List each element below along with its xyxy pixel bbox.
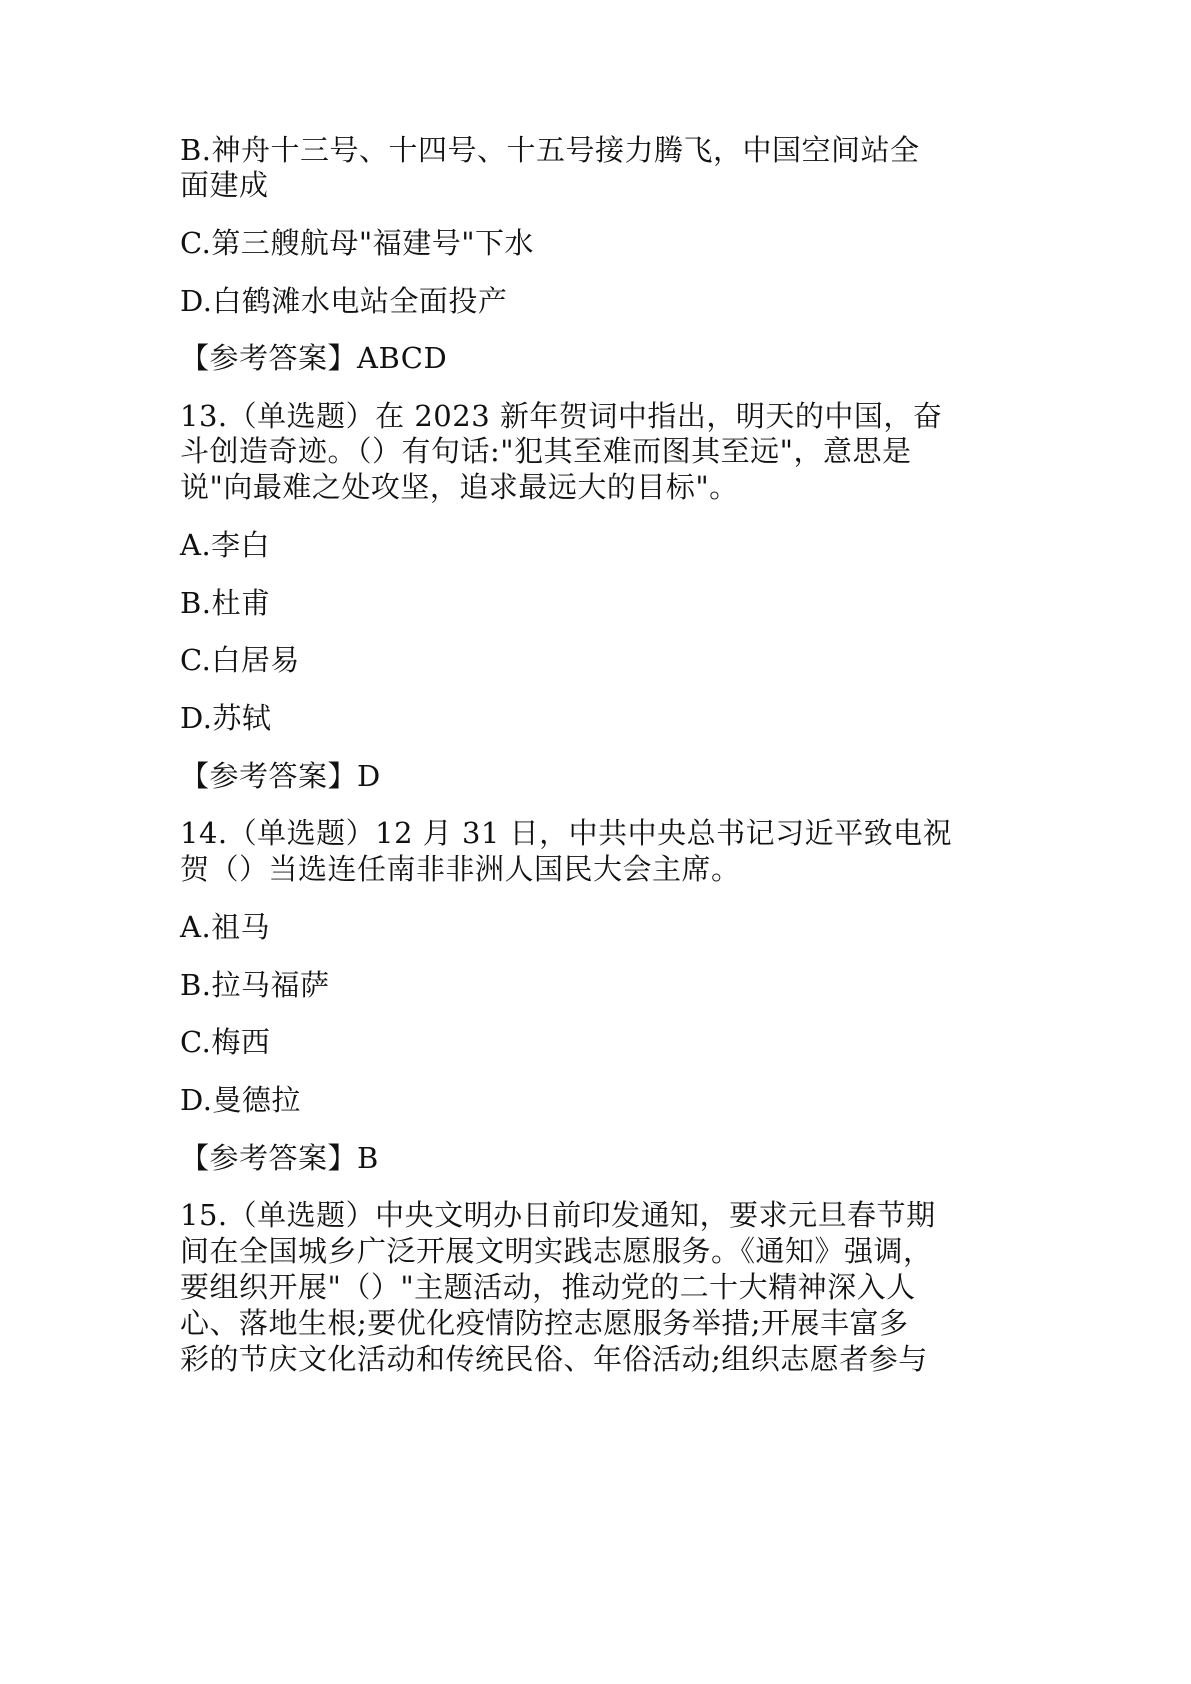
option-d: D.白鹤滩水电站全面投产 [180,284,508,318]
q14-option-d: D.曼德拉 [180,1083,301,1117]
q14-stem-line1: 14.（单选题）12 月 31 日，中共中央总书记习近平致电祝 [180,816,953,850]
q14-option-c: C.梅西 [180,1025,271,1059]
q14-answer: 【参考答案】B [180,1141,379,1175]
q15-stem-line1: 15.（单选题）中央文明办日前印发通知，要求元旦春节期 [180,1198,936,1232]
q13-option-b: B.杜甫 [180,586,271,620]
q13-option-d: D.苏轼 [180,701,272,735]
option-c: C.第三艘航母"福建号"下水 [180,226,535,260]
q15-stem-line2: 间在全国城乡广泛开展文明实践志愿服务。《通知》强调， [180,1234,933,1268]
answer-label: 【参考答案】ABCD [180,341,448,375]
q14-option-a: A.祖马 [180,910,271,944]
q15-stem-line5: 彩的节庆文化活动和传统民俗、年俗活动;组织志愿者参与 [180,1342,928,1376]
q13-stem-line1: 13.（单选题）在 2023 新年贺词中指出，明天的中国，奋 [180,399,943,433]
option-b-line1: B.神舟十三号、十四号、十五号接力腾飞，中国空间站全 [180,133,920,167]
q13-answer: 【参考答案】D [180,759,381,793]
q14-stem-line2: 贺（）当选连任南非非洲人国民大会主席。 [180,852,741,886]
q14-option-b: B.拉马福萨 [180,968,330,1002]
q15-stem-line3: 要组织开展"（）"主题活动，推动党的二十大精神深入人 [180,1270,916,1304]
q13-option-a: A.李白 [180,528,271,562]
q13-option-c: C.白居易 [180,643,300,677]
q13-stem-line3: 说"向最难之处攻坚，追求最远大的目标"。 [180,470,739,504]
q15-stem-line4: 心、落地生根;要优化疫情防控志愿服务举措;开展丰富多 [180,1306,909,1340]
q13-stem-line2: 斗创造奇迹。（）有句话:"犯其至难而图其至远"，意思是 [180,434,912,468]
option-b-line2: 面建成 [180,168,269,202]
